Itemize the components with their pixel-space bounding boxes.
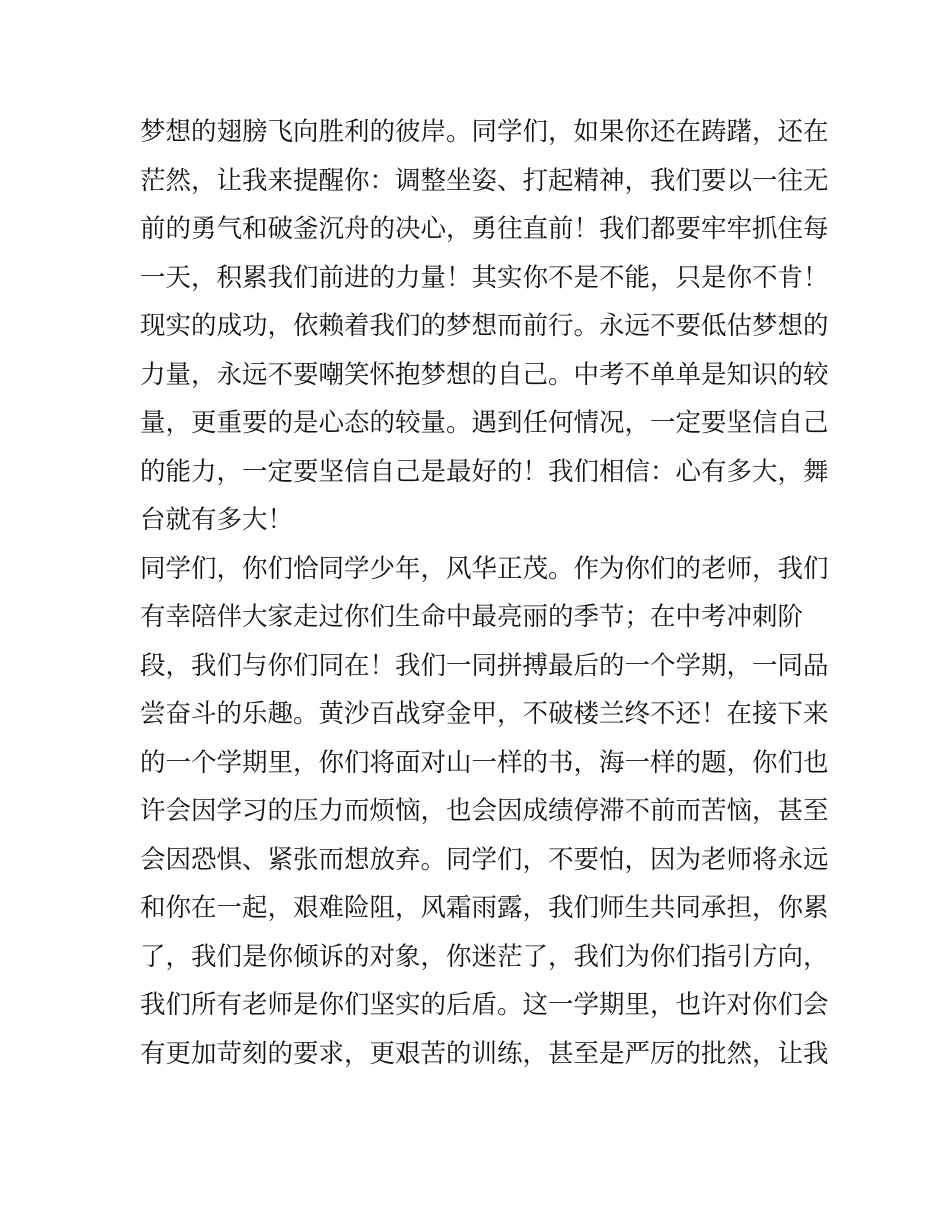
text-line: 一天，积累我们前进的力量！其实你不是不能，只是你不肯！ xyxy=(140,262,829,293)
text-line: 力量，永远不要嘲笑怀抱梦想的自己。中考不单单是知识的较 xyxy=(140,359,829,390)
text-line: 会因恐惧、紧张而想放弃。同学们，不要怕，因为老师将永远 xyxy=(140,844,829,875)
text-line: 段，我们与你们同在！我们一同拼搏最后的一个学期，一同品 xyxy=(140,650,829,681)
text-line: 台就有多大！ xyxy=(140,505,294,535)
text-line: 的一个学期里，你们将面对山一样的书，海一样的题，你们也 xyxy=(140,747,829,778)
body-text xyxy=(140,108,829,1078)
text-line: 前的勇气和破釜沉舟的决心，勇往直前！我们都要牢牢抓住每 xyxy=(140,214,829,244)
text-line: 现实的成功，依赖着我们的梦想而前行。永远不要低估梦想的 xyxy=(140,311,829,341)
text-line: 我们所有老师是你们坚实的后盾。这一学期里，也许对你们会 xyxy=(140,990,829,1020)
text-line: 的能力，一定要坚信自己是最好的！我们相信：心有多大，舞 xyxy=(140,456,829,487)
text-line: 有更加苛刻的要求，更艰苦的训练，甚至是严厉的批然，让我 xyxy=(140,1038,829,1069)
text-line: 量，更重要的是心态的较量。遇到任何情况，一定要坚信自己 xyxy=(140,408,829,438)
text-line: 有幸陪伴大家走过你们生命中最亮丽的季节；在中考冲刺阶 xyxy=(140,602,804,632)
text-line: 茫然，让我来提醒你：调整坐姿、打起精神，我们要以一往无 xyxy=(140,165,829,196)
text-line: 同学们，你们恰同学少年，风华正茂。作为你们的老师，我们 xyxy=(140,553,829,584)
text-line: 梦想的翅膀飞向胜利的彼岸。同学们，如果你还在踌躇，还在 xyxy=(140,117,829,147)
text-line: 了，我们是你倾诉的对象，你迷茫了，我们为你们指引方向， xyxy=(140,941,829,972)
text-line: 许会因学习的压力而烦恼，也会因成绩停滞不前而苦恼，甚至 xyxy=(140,796,829,826)
text-line: 尝奋斗的乐趣。黄沙百战穿金甲，不破楼兰终不还！在接下来 xyxy=(140,699,829,729)
text-line: 和你在一起，艰难险阻，风霜雨露，我们师生共同承担，你累 xyxy=(140,893,829,923)
